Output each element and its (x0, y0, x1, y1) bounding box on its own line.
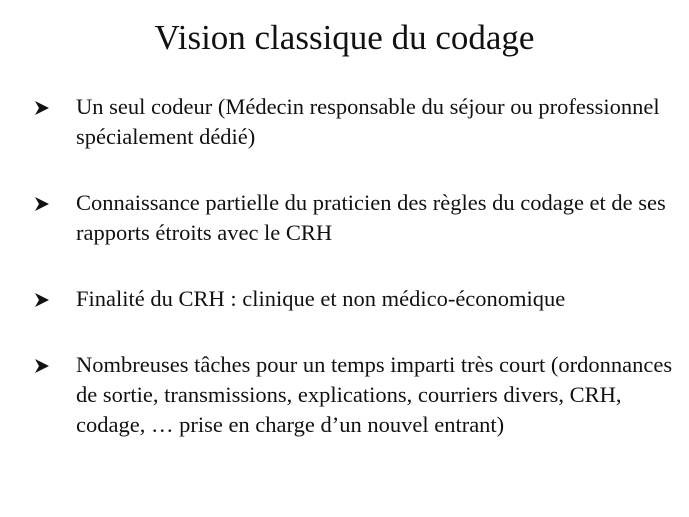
bullet-text: Finalité du CRH : clinique et non médico-économique (76, 286, 566, 311)
arrowhead-bullet-icon (34, 358, 50, 374)
bullet-item (28, 92, 683, 152)
arrowhead-bullet-icon (34, 100, 50, 116)
bullet-text: Un seul codeur (Médecin responsable du séjour ou professionnel spécialement dédié) (76, 94, 660, 149)
bullet-item (28, 350, 683, 440)
arrowhead-bullet-icon (34, 292, 50, 308)
slide-title: Vision classique du codage (154, 18, 535, 57)
bullet-item (28, 188, 683, 248)
arrowhead-bullet-icon (34, 196, 50, 212)
bullet-list (28, 92, 683, 476)
bullet-text: Connaissance partielle du praticien des règles du codage et de ses rapports étroits avec le CRH (76, 190, 666, 245)
bullet-text: Nombreuses tâches pour un temps imparti très court (ordonnances de sortie, transmissions, explications, courriers divers, CRH, codage, … prise en charge d’un nouvel entrant) (76, 352, 673, 437)
bullet-item (28, 284, 683, 314)
